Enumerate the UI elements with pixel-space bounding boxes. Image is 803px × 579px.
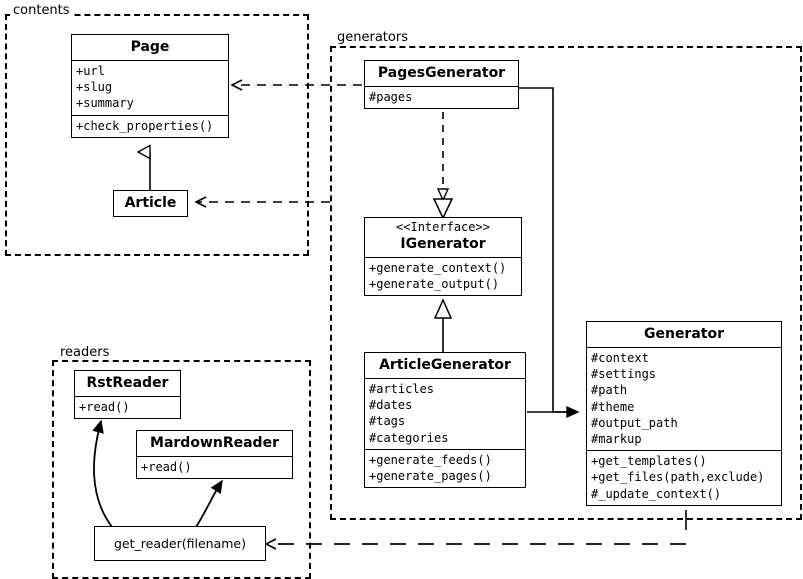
generator-class-methods: [587, 451, 781, 505]
igenerator-class[interactable]: [364, 217, 522, 296]
articlegenerator-attr-0: #articles: [369, 382, 435, 397]
page-attr-1: +slug: [76, 80, 113, 95]
mardownreader-class[interactable]: [136, 430, 293, 479]
mardownreader-class-title: MardownReader: [150, 435, 279, 451]
articlegenerator-class-methods: [365, 450, 525, 487]
page-attr-0: +url: [76, 64, 105, 79]
pagesgenerator-attr-0: #pages: [369, 90, 413, 105]
rstreader-method-0: +read(): [79, 400, 130, 415]
generator-attr-3: #theme: [591, 399, 635, 414]
igenerator-method-1: +generate_output(): [369, 277, 500, 292]
readers-package-label: readers: [57, 345, 112, 360]
generators-package-label: generators: [334, 30, 411, 45]
articlegenerator-class-title: ArticleGenerator: [379, 357, 511, 373]
get-reader-function-label: get_reader(filename): [114, 536, 246, 551]
rstreader-class[interactable]: [74, 370, 181, 419]
generator-class-attributes: [587, 348, 781, 450]
generator-method-1: +get_files(path,exclude): [591, 470, 765, 485]
page-class-title: Page: [130, 39, 170, 55]
article-class-title: Article: [124, 195, 177, 211]
igenerator-class-methods: [365, 258, 521, 295]
generator-attr-5: #markup: [591, 432, 642, 447]
igenerator-class-title: IGenerator: [400, 235, 486, 252]
articlegenerator-class[interactable]: [364, 352, 526, 488]
igenerator-method-0: +generate_context(): [369, 260, 507, 275]
pagesgenerator-class-title: PagesGenerator: [377, 65, 506, 81]
articlegenerator-attr-2: #tags: [369, 414, 406, 429]
articlegenerator-method-1: +generate_pages(): [369, 469, 492, 484]
pagesgenerator-class[interactable]: [364, 60, 519, 109]
get-reader-function[interactable]: [94, 526, 266, 561]
contents-package-label: contents: [10, 3, 73, 18]
pagesgenerator-class-attributes: [365, 87, 518, 108]
rstreader-class-title: RstReader: [86, 375, 169, 391]
articlegenerator-method-0: +generate_feeds(): [369, 452, 492, 467]
generator-method-0: +get_templates(): [591, 454, 707, 469]
page-attr-2: +summary: [76, 96, 134, 111]
page-method-0: +check_properties(): [76, 118, 214, 133]
rstreader-class-methods: [75, 397, 180, 418]
articlegenerator-attr-3: #categories: [369, 430, 449, 445]
page-class[interactable]: [71, 34, 229, 138]
page-class-attributes: [72, 61, 228, 115]
mardownreader-class-methods: [137, 457, 292, 478]
mardownreader-method-0: +read(): [141, 460, 192, 475]
generator-attr-2: #path: [591, 383, 628, 398]
generator-class-title: Generator: [643, 326, 724, 342]
generator-class[interactable]: [586, 321, 782, 506]
generator-attr-4: #output_path: [591, 415, 678, 430]
generator-attr-1: #settings: [591, 367, 657, 382]
generator-attr-0: #context: [591, 351, 649, 366]
page-class-methods: [72, 116, 228, 137]
igenerator-class-stereotype: <<Interface>>: [396, 220, 490, 234]
generator-method-2: #_update_context(): [591, 486, 722, 501]
articlegenerator-attr-1: #dates: [369, 398, 413, 413]
articlegenerator-class-attributes: [365, 379, 525, 449]
article-class[interactable]: [113, 190, 188, 217]
